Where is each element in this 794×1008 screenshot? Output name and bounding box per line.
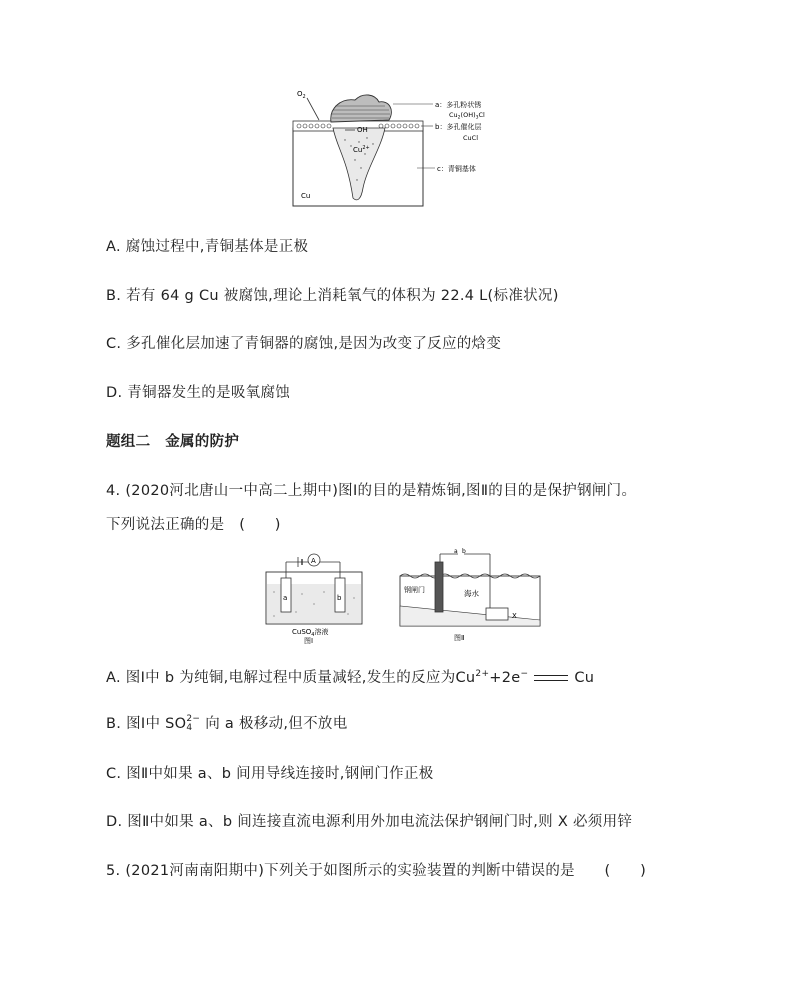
- fig2-terminal-b: b: [462, 548, 466, 555]
- q3-option-c: C. 多孔催化层加速了青铜器的腐蚀,是因为改变了反应的焓变: [106, 336, 502, 352]
- oh-label: OH: [357, 126, 368, 134]
- ammeter-label: A: [311, 557, 316, 565]
- steel-gate: [435, 562, 443, 612]
- o2-label: $O_2$: [297, 90, 306, 100]
- q4-figures: [258, 548, 544, 644]
- cu2-label: $Cu^{2+}$: [353, 145, 370, 154]
- q4-option-c: C. 图Ⅱ中如果 a、b 间用导线连接时,钢闸门作正极: [106, 766, 434, 782]
- label-b: b：多孔催化层: [435, 123, 482, 131]
- fig2-x-label: X: [512, 612, 517, 620]
- label-a-formula: $Cu_2(OH)_3Cl$: [449, 111, 485, 121]
- fig2-water-label: 海水: [464, 589, 479, 598]
- electrode-x: [486, 608, 508, 620]
- fig2-gate-label: 钢闸门: [404, 586, 425, 594]
- q5-stem: 5. (2021河南南阳期中)下列关于如图所示的实验装置的判断中错误的是 ( ): [106, 863, 647, 879]
- q4-option-b: B. 图Ⅰ中 SO 2− 4 向 a 极移动,但不放电: [106, 714, 348, 733]
- q4-option-a: A. 图Ⅰ中 b 为纯铜,电解过程中质量减轻,发生的反应为$Cu^{2+}+2e^-$ Cu: [106, 669, 595, 686]
- group2-heading: 题组二 金属的防护: [106, 434, 240, 450]
- bronze-corrosion-figure: [285, 88, 515, 210]
- label-c: c：青铜基体: [437, 165, 476, 173]
- label-a: a：多孔粉状锈: [435, 101, 482, 109]
- label-b-formula: CuCl: [463, 134, 479, 142]
- q4-stem-line2: 下列说法正确的是 ( ): [106, 517, 281, 533]
- fig2-terminal-a: a: [454, 548, 458, 555]
- fig1-caption: 图Ⅰ: [304, 637, 314, 644]
- fig1-solution-label: CuSO$_4$溶液: [292, 628, 329, 638]
- fig2-caption: 图Ⅱ: [454, 634, 465, 642]
- q3-option-a: A. 腐蚀过程中,青铜基体是正极: [106, 239, 309, 255]
- q3-option-b: B. 若有 64 g Cu 被腐蚀,理论上消耗氧气的体积为 22.4 L(标准状况): [106, 288, 559, 304]
- fig1-electrode-b: b: [337, 594, 342, 602]
- cu-label: Cu: [301, 192, 311, 200]
- q4-option-d: D. 图Ⅱ中如果 a、b 间连接直流电源利用外加电流法保护钢闸门时,则 X 必须用锌: [106, 814, 633, 830]
- fig1-electrode-a: a: [283, 594, 288, 602]
- q4-stem-line1: 4. (2020河北唐山一中高二上期中)图Ⅰ的目的是精炼铜,图Ⅱ的目的是保护钢闸门。: [106, 483, 637, 499]
- q3-option-d: D. 青铜器发生的是吸氧腐蚀: [106, 385, 291, 401]
- equals-sign: [534, 675, 568, 681]
